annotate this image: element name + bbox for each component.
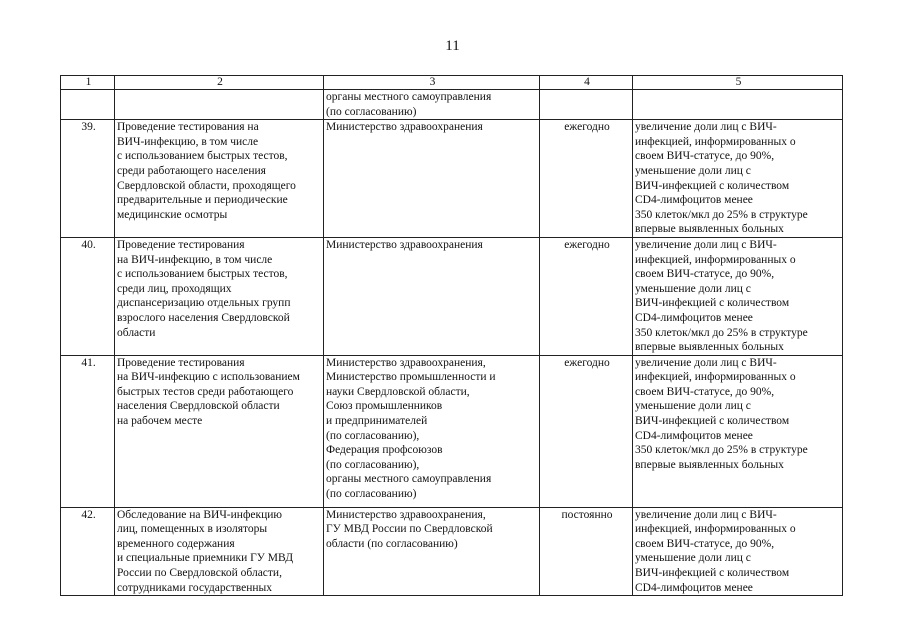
row-number: 40. xyxy=(61,237,115,355)
column-number: 2 xyxy=(115,76,324,90)
column-number: 4 xyxy=(540,76,633,90)
text-line: ВИЧ-инфекцией с количеством xyxy=(635,415,790,428)
text-line: диспансеризацию отдельных групп xyxy=(117,297,291,310)
column-number: 5 xyxy=(633,76,843,90)
result-cell xyxy=(633,355,843,507)
executor-cell xyxy=(324,237,540,355)
text-line: уменьшение доли лиц с xyxy=(635,282,751,295)
table-row xyxy=(61,507,843,596)
text-line: среди работающего населения xyxy=(117,164,266,177)
text-line: инфекцией, информированных о xyxy=(635,253,796,266)
text-line: впервые выявленных больных xyxy=(635,341,784,354)
text-line: России по Свердловской области, xyxy=(117,567,282,580)
number-cell xyxy=(61,90,115,120)
text-line: (по согласованию) xyxy=(326,105,417,118)
text-line: ВИЧ-инфекцией с количеством xyxy=(635,297,790,310)
text-line: быстрых тестов среди работающего xyxy=(117,385,294,398)
result-cell xyxy=(633,237,843,355)
text-line: 350 клеток/мкл до 25% в структуре xyxy=(635,444,808,457)
text-line: инфекцией, информированных о xyxy=(635,135,796,148)
text-line: Обследование на ВИЧ-инфекцию xyxy=(117,508,282,521)
text-line: на ВИЧ-инфекцию, в том числе xyxy=(117,253,273,266)
activity-cell xyxy=(115,237,324,355)
period-cell: ежегодно xyxy=(540,120,633,238)
text-line: (по согласованию) xyxy=(326,488,417,501)
executor-cell xyxy=(324,90,540,120)
text-line: на рабочем месте xyxy=(117,415,203,428)
page-number: 11 xyxy=(445,38,460,54)
text-line: впервые выявленных больных xyxy=(635,223,784,236)
text-line: области xyxy=(117,326,156,339)
text-line: увеличение доли лиц с ВИЧ- xyxy=(635,121,777,134)
executor-cell xyxy=(324,120,540,238)
text-line: ВИЧ-инфекцией с количеством xyxy=(635,179,790,192)
text-line: своем ВИЧ-статусе, до 90%, xyxy=(635,268,775,281)
text-line: Союз промышленников xyxy=(326,400,443,413)
text-line: науки Свердловской области, xyxy=(326,385,470,398)
activity-cell xyxy=(115,507,324,596)
text-line: области (по согласованию) xyxy=(326,537,458,550)
period-cell: ежегодно xyxy=(540,237,633,355)
executor-cell xyxy=(324,507,540,596)
table-row xyxy=(61,355,843,507)
activity-cell xyxy=(115,120,324,238)
text-line: ВИЧ-инфекцией с количеством xyxy=(635,567,790,580)
text-line: увеличение доли лиц с ВИЧ- xyxy=(635,238,777,251)
text-line: Министерство здравоохранения xyxy=(326,238,483,251)
text-line: Министерство промышленности и xyxy=(326,371,496,384)
row-number: 39. xyxy=(61,120,115,238)
text-line: ВИЧ-инфекцию, в том числе xyxy=(117,135,259,148)
row-number: 41. xyxy=(61,355,115,507)
text-line: Проведение тестирования на xyxy=(117,121,259,134)
text-line: с использованием быстрых тестов, xyxy=(117,150,288,163)
table-row xyxy=(61,237,843,355)
text-line: уменьшение доли лиц с xyxy=(635,400,751,413)
text-line: своем ВИЧ-статусе, до 90%, xyxy=(635,385,775,398)
column-number: 1 xyxy=(61,76,115,90)
table-row xyxy=(61,120,843,238)
text-line: CD4-лимфоцитов менее xyxy=(635,429,753,442)
text-line: CD4-лимфоцитов менее xyxy=(635,194,753,207)
text-line: населения Свердловской области xyxy=(117,400,280,413)
activity-cell xyxy=(115,355,324,507)
text-line: Свердловской области, проходящего xyxy=(117,179,296,192)
period-cell: ежегодно xyxy=(540,355,633,507)
text-line: органы местного самоуправления xyxy=(326,91,492,103)
text-line: среди лиц, проходящих xyxy=(117,282,232,295)
text-line: Федерация профсоюзов xyxy=(326,444,443,457)
text-line: (по согласованию), xyxy=(326,458,420,471)
text-line: на ВИЧ-инфекцию с использованием xyxy=(117,371,300,384)
column-number: 3 xyxy=(324,76,540,90)
text-line: CD4-лимфоцитов менее xyxy=(635,581,753,594)
text-line: с использованием быстрых тестов, xyxy=(117,268,288,281)
result-cell xyxy=(633,120,843,238)
period-cell xyxy=(540,90,633,120)
text-line: органы местного самоуправления xyxy=(326,473,492,486)
text-line: сотрудниками государственных xyxy=(117,581,273,594)
text-line: впервые выявленных больных xyxy=(635,458,784,471)
text-line: (по согласованию), xyxy=(326,429,420,442)
text-line: и специальные приемники ГУ МВД xyxy=(117,552,294,565)
text-line: уменьшение доли лиц с xyxy=(635,552,751,565)
text-line: увеличение доли лиц с ВИЧ- xyxy=(635,356,777,369)
measures-table xyxy=(60,75,843,596)
text-line: взрослого населения Свердловской xyxy=(117,311,290,324)
text-line: своем ВИЧ-статусе, до 90%, xyxy=(635,150,775,163)
row-number: 42. xyxy=(61,507,115,596)
text-line: уменьшение доли лиц с xyxy=(635,164,751,177)
text-line: медицинские осмотры xyxy=(117,208,228,221)
text-line: лиц, помещенных в изоляторы xyxy=(117,523,268,536)
text-line: Министерство здравоохранения, xyxy=(326,508,486,521)
activity-cell xyxy=(115,90,324,120)
text-line: предварительные и периодические xyxy=(117,194,288,207)
text-line: и предпринимателей xyxy=(326,415,428,428)
text-line: Проведение тестирования xyxy=(117,238,245,251)
text-line: 350 клеток/мкл до 25% в структуре xyxy=(635,326,808,339)
period-cell: постоянно xyxy=(540,507,633,596)
text-line: Министерство здравоохранения, xyxy=(326,356,486,369)
text-line: увеличение доли лиц с ВИЧ- xyxy=(635,508,777,521)
result-cell xyxy=(633,90,843,120)
column-number-row xyxy=(61,76,843,90)
text-line: инфекцией, информированных о xyxy=(635,371,796,384)
executor-cell xyxy=(324,355,540,507)
text-line: своем ВИЧ-статусе, до 90%, xyxy=(635,537,775,550)
result-cell xyxy=(633,507,843,596)
text-line: 350 клеток/мкл до 25% в структуре xyxy=(635,208,808,221)
text-line: Проведение тестирования xyxy=(117,356,245,369)
text-line: инфекцией, информированных о xyxy=(635,523,796,536)
text-line: ГУ МВД России по Свердловской xyxy=(326,523,493,536)
text-line: CD4-лимфоцитов менее xyxy=(635,311,753,324)
text-line: временного содержания xyxy=(117,537,235,550)
text-line: Министерство здравоохранения xyxy=(326,121,483,134)
continuation-row xyxy=(61,90,843,120)
